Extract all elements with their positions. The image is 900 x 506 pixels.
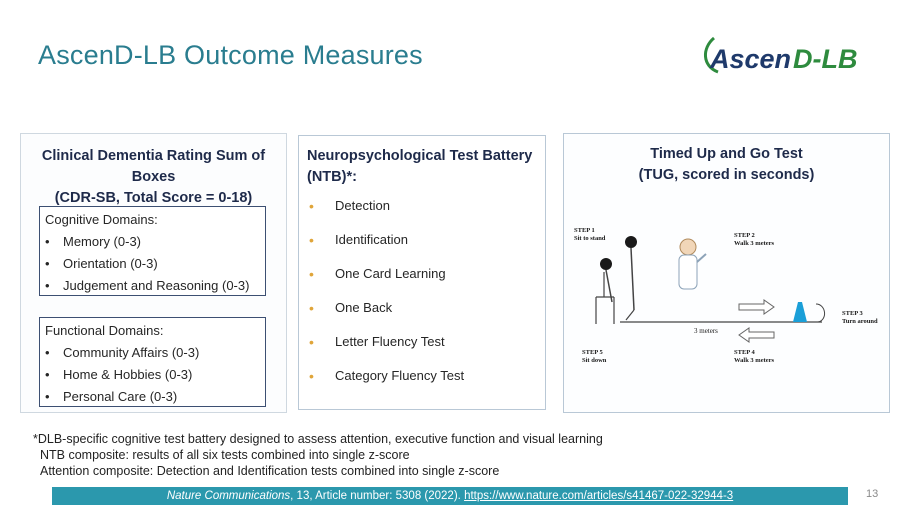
list-item: • Orientation (0-3) <box>45 253 260 275</box>
ntb-heading <box>307 146 545 188</box>
tug-panel <box>563 133 890 413</box>
list-item: • Memory (0-3) <box>45 231 260 253</box>
functional-domains-heading: Functional Domains: <box>45 323 164 338</box>
tug-heading <box>564 144 889 186</box>
ntb-heading-line1: Neuropsychological Test Battery <box>307 148 533 164</box>
list-item: • Home & Hobbies (0-3) <box>45 364 260 386</box>
step3-title: STEP 3 <box>842 310 863 317</box>
cognitive-domains-box <box>39 206 266 296</box>
ntb-list <box>299 198 545 402</box>
functional-domains-box <box>39 317 266 407</box>
citation-bar <box>52 487 848 505</box>
list-item: • One Card Learning <box>299 266 545 300</box>
clinician-icon <box>679 239 706 289</box>
list-item: • Community Affairs (0-3) <box>45 342 260 364</box>
cdr-heading-line1: Clinical Dementia Rating Sum of Boxes <box>41 148 266 185</box>
list-item: • One Back <box>299 300 545 334</box>
step3-desc: Turn around <box>842 318 878 325</box>
slide-title: AscenD-LB Outcome Measures <box>38 40 423 70</box>
logo-text-b: D-LB <box>793 44 858 74</box>
footnote-line2: NTB composite: results of all six tests combined into single z-score <box>40 448 410 462</box>
tug-heading-line2: (TUG, scored in seconds) <box>638 167 815 183</box>
tug-heading-line1: Timed Up and Go Test <box>650 146 803 162</box>
seated-person-icon <box>600 258 612 270</box>
cdr-heading-line2: (CDR-SB, Total Score = 0-18) <box>54 190 253 206</box>
citation-details: , 13, Article number: 5308 (2022). <box>290 490 465 502</box>
step1-desc: Sit to stand <box>574 235 606 242</box>
step2-desc: Walk 3 meters <box>734 240 775 247</box>
step4-desc: Walk 3 meters <box>734 357 775 364</box>
standing-person-icon <box>625 236 637 248</box>
tug-diagram <box>564 192 889 412</box>
distance-label: 3 meters <box>694 327 718 335</box>
step1-title: STEP 1 <box>574 227 595 234</box>
ascend-lb-logo <box>700 30 870 80</box>
logo-text-a: Ascen <box>710 44 792 74</box>
citation-link[interactable]: https://www.nature.com/articles/s41467-022-32944-3 <box>464 490 734 502</box>
ntb-panel <box>298 135 546 410</box>
list-item: • Judgement and Reasoning (0-3) <box>45 275 260 297</box>
footnote-line3: Attention composite: Detection and Identification tests combined into single z-score <box>40 464 500 478</box>
footnote-line1: *DLB-specific cognitive test battery designed to assess attention, executive function and visual learning <box>33 432 603 446</box>
list-item: • Detection <box>299 198 545 232</box>
list-item: • Identification <box>299 232 545 266</box>
cdr-panel <box>20 133 287 413</box>
footnote <box>33 431 603 479</box>
arrow-left-icon <box>739 328 774 342</box>
step5-title: STEP 5 <box>582 349 603 356</box>
step4-title: STEP 4 <box>734 349 755 356</box>
arrow-right-icon <box>739 300 774 314</box>
list-item: • Letter Fluency Test <box>299 334 545 368</box>
cdr-heading <box>21 146 286 209</box>
citation-journal: Nature Communications <box>166 490 291 502</box>
page-number: 13 <box>866 488 879 500</box>
turn-arrow-icon <box>816 304 825 322</box>
list-item: • Personal Care (0-3) <box>45 386 260 408</box>
list-item: • Category Fluency Test <box>299 368 545 402</box>
step2-title: STEP 2 <box>734 232 755 239</box>
cognitive-domains-heading: Cognitive Domains: <box>45 212 158 227</box>
step5-desc: Sit down <box>582 357 607 364</box>
ntb-heading-line2: (NTB)*: <box>307 169 357 185</box>
cone-icon <box>793 302 807 322</box>
